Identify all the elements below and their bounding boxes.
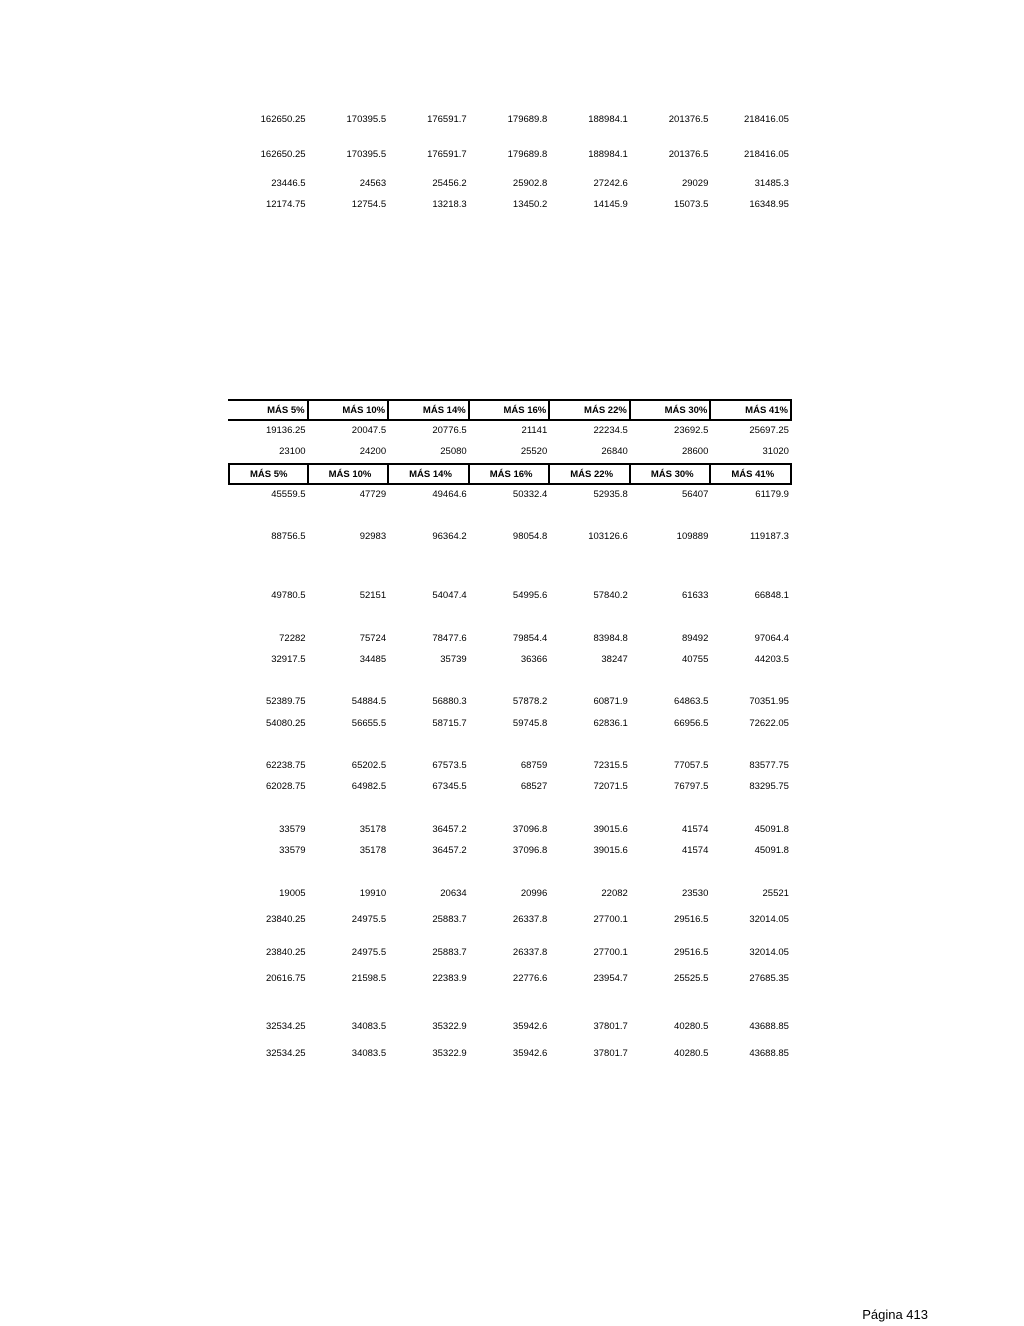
column-header: MÁS 41% (711, 463, 792, 485)
table-cell: 36366 (520, 654, 548, 665)
table-cell: 50332.4 (512, 489, 548, 500)
table-cell: 37801.7 (593, 1021, 628, 1032)
table-cell: 35178 (359, 845, 387, 856)
table-row (228, 945, 792, 961)
table-cell: 54047.4 (432, 590, 467, 601)
table-cell: 28600 (681, 446, 709, 457)
table-cell: 23840.25 (265, 947, 306, 958)
table-cell: 218416.05 (744, 114, 789, 125)
table-cell: 179689.8 (507, 149, 548, 160)
table-cell: 89492 (681, 633, 709, 644)
table-cell: 188984.1 (588, 114, 628, 125)
table-cell: 25883.7 (432, 914, 467, 925)
table-cell: 27700.1 (593, 947, 628, 958)
table-cell: 79854.4 (512, 633, 548, 644)
table-cell: 31485.3 (754, 178, 789, 189)
table-cell: 72622.05 (749, 718, 789, 729)
table-cell: 34083.5 (351, 1048, 387, 1059)
table-cell: 13218.3 (432, 199, 467, 210)
table-cell: 47729 (359, 489, 387, 500)
column-header: MÁS 22% (550, 399, 631, 421)
table-cell: 49464.6 (432, 489, 467, 500)
table-cell: 109889 (676, 531, 709, 542)
table-cell: 25520 (520, 446, 548, 457)
column-header: MÁS 10% (309, 463, 390, 485)
table-cell: 176591.7 (427, 149, 467, 160)
table-cell: 45559.5 (271, 489, 306, 500)
table-cell: 62836.1 (593, 718, 628, 729)
table-row (228, 716, 792, 732)
table-cell: 41574 (681, 824, 709, 835)
table-cell: 88756.5 (271, 531, 306, 542)
table-cell: 83984.8 (593, 633, 628, 644)
table-cell: 12754.5 (351, 199, 387, 210)
table-cell: 35942.6 (512, 1048, 548, 1059)
table-cell: 57878.2 (512, 696, 548, 707)
table-cell: 34083.5 (351, 1021, 387, 1032)
table-cell: 61179.9 (755, 489, 789, 500)
table-cell: 13450.2 (512, 199, 548, 210)
table-cell: 37096.8 (512, 845, 548, 856)
table-cell: 52935.8 (593, 489, 628, 500)
table-cell: 72315.5 (593, 760, 628, 771)
table-cell: 54995.6 (512, 590, 548, 601)
table-cell: 98054.8 (512, 531, 548, 542)
table-cell: 67573.5 (432, 760, 467, 771)
table-cell: 78477.6 (432, 633, 467, 644)
table-cell: 27685.35 (749, 973, 789, 984)
page-number: Página 413 (862, 1307, 928, 1322)
table-cell: 23840.25 (265, 914, 306, 925)
table-cell: 75724 (359, 633, 387, 644)
table-row (228, 423, 792, 439)
table-row (228, 652, 792, 668)
table-cell: 66848.1 (754, 590, 789, 601)
table-cell: 36457.2 (432, 824, 467, 835)
table-row (228, 147, 792, 163)
table-cell: 43688.85 (749, 1021, 789, 1032)
table-cell: 83295.75 (749, 781, 789, 792)
table-cell: 162650.25 (260, 114, 306, 125)
table-cell: 70351.95 (749, 696, 789, 707)
table-cell: 23446.5 (271, 178, 306, 189)
column-header: MÁS 5% (228, 399, 309, 421)
table-cell: 36457.2 (432, 845, 467, 856)
table-cell: 25883.7 (432, 947, 467, 958)
table-cell: 64863.5 (674, 696, 709, 707)
table-row (228, 631, 792, 647)
table-cell: 20616.75 (265, 973, 306, 984)
table-cell: 32917.5 (271, 654, 306, 665)
table-cell: 56655.5 (351, 718, 387, 729)
table-cell: 25525.5 (674, 973, 709, 984)
table-cell: 25080 (440, 446, 467, 457)
table-cell: 33579 (279, 845, 306, 856)
table-cell: 61633 (681, 590, 709, 601)
table-cell: 32014.05 (749, 914, 789, 925)
table-cell: 20047.5 (351, 425, 387, 436)
table-cell: 19136.25 (265, 425, 306, 436)
table-cell: 27242.6 (593, 178, 628, 189)
table-cell: 59745.8 (512, 718, 548, 729)
table-cell: 22383.9 (432, 973, 467, 984)
table-cell: 58715.7 (432, 718, 467, 729)
table-cell: 25456.2 (432, 178, 467, 189)
table-cell: 21141 (521, 425, 548, 436)
table-cell: 23954.7 (593, 973, 628, 984)
table-cell: 92983 (359, 531, 387, 542)
table-cell: 26337.8 (512, 947, 548, 958)
table-row (228, 1019, 792, 1035)
table-cell: 22234.5 (593, 425, 628, 436)
table-cell: 22776.6 (512, 973, 548, 984)
table-cell: 52389.75 (265, 696, 306, 707)
table-cell: 29516.5 (674, 914, 709, 925)
table-cell: 52151 (359, 590, 387, 601)
table-cell: 35322.9 (432, 1048, 467, 1059)
table-cell: 32534.25 (265, 1048, 306, 1059)
table-cell: 45091.8 (754, 824, 789, 835)
column-header: MÁS 16% (470, 399, 551, 421)
table-row (228, 843, 792, 859)
table-cell: 179689.8 (507, 114, 548, 125)
table-cell: 21598.5 (351, 973, 387, 984)
table-cell: 97064.4 (754, 633, 789, 644)
table-cell: 25902.8 (512, 178, 548, 189)
table-cell: 44203.5 (754, 654, 789, 665)
column-header-row (228, 463, 792, 485)
table-cell: 32014.05 (749, 947, 789, 958)
table-row (228, 529, 792, 545)
table-cell: 57840.2 (593, 590, 628, 601)
table-cell: 72282 (279, 633, 306, 644)
table-cell: 170395.5 (346, 114, 387, 125)
table-cell: 188984.1 (588, 149, 628, 160)
table-cell: 68527 (520, 781, 548, 792)
column-header: MÁS 16% (470, 463, 551, 485)
table-cell: 32534.25 (265, 1021, 306, 1032)
table-row (228, 588, 792, 604)
table-cell: 35942.6 (512, 1021, 548, 1032)
table-row (228, 444, 792, 460)
table-cell: 40280.5 (674, 1021, 709, 1032)
table-cell: 24975.5 (351, 914, 387, 925)
column-header: MÁS 30% (631, 463, 712, 485)
table-cell: 96364.2 (432, 531, 467, 542)
column-header: MÁS 14% (389, 399, 470, 421)
table-cell: 22082 (601, 888, 628, 899)
table-cell: 25697.25 (749, 425, 789, 436)
table-row (228, 694, 792, 710)
column-header: MÁS 22% (550, 463, 631, 485)
table-row (228, 197, 792, 213)
table-cell: 25521 (762, 888, 789, 899)
table-cell: 31020 (762, 446, 789, 457)
table-cell: 41574 (681, 845, 709, 856)
table-cell: 39015.6 (593, 824, 628, 835)
column-header: MÁS 14% (389, 463, 470, 485)
table-cell: 40280.5 (674, 1048, 709, 1059)
table-cell: 35178 (359, 824, 387, 835)
table-cell: 68759 (520, 760, 548, 771)
table-cell: 34485 (359, 654, 387, 665)
table-row (228, 912, 792, 928)
table-cell: 20996 (520, 888, 548, 899)
table-cell: 37096.8 (512, 824, 548, 835)
table-cell: 19005 (279, 888, 306, 899)
table-cell: 54080.25 (265, 718, 306, 729)
table-cell: 29516.5 (674, 947, 709, 958)
table-cell: 201376.5 (668, 149, 709, 160)
table-cell: 33579 (279, 824, 306, 835)
table-row (228, 758, 792, 774)
table-cell: 23692.5 (674, 425, 709, 436)
table-row (228, 112, 792, 128)
table-cell: 56407 (681, 489, 709, 500)
table-cell: 49780.5 (271, 590, 306, 601)
table-row (228, 822, 792, 838)
table-cell: 16348.95 (749, 199, 789, 210)
column-header-row (228, 399, 792, 421)
table-cell: 24975.5 (351, 947, 387, 958)
table-cell: 26840 (601, 446, 628, 457)
table-cell: 76797.5 (674, 781, 709, 792)
table-row (228, 779, 792, 795)
table-cell: 103126.6 (588, 531, 628, 542)
table-cell: 19910 (359, 888, 387, 899)
table-cell: 24200 (359, 446, 387, 457)
table-cell: 218416.05 (744, 149, 789, 160)
table-cell: 37801.7 (593, 1048, 628, 1059)
table-cell: 29029 (681, 178, 709, 189)
table-cell: 35322.9 (432, 1021, 467, 1032)
table-cell: 12174.75 (265, 199, 306, 210)
table-cell: 60871.9 (593, 696, 628, 707)
table-cell: 40755 (681, 654, 709, 665)
table-cell: 64982.5 (351, 781, 387, 792)
table-cell: 23530 (681, 888, 709, 899)
table-cell: 66956.5 (674, 718, 709, 729)
column-header: MÁS 41% (711, 399, 792, 421)
table-row (228, 886, 792, 902)
table-cell: 23100 (279, 446, 306, 457)
table-cell: 201376.5 (668, 114, 709, 125)
table-cell: 20634 (440, 888, 467, 899)
table-cell: 35739 (440, 654, 467, 665)
table-cell: 38247 (601, 654, 628, 665)
table-cell: 77057.5 (674, 760, 709, 771)
table-row (228, 971, 792, 987)
table-cell: 39015.6 (593, 845, 628, 856)
table-cell: 119187.3 (750, 531, 789, 542)
table-cell: 24563 (359, 178, 387, 189)
table-cell: 65202.5 (351, 760, 387, 771)
table-cell: 43688.85 (749, 1048, 789, 1059)
table-cell: 83577.75 (749, 760, 789, 771)
table-cell: 176591.7 (427, 114, 467, 125)
column-header: MÁS 30% (631, 399, 712, 421)
table-cell: 26337.8 (512, 914, 548, 925)
table-cell: 72071.5 (593, 781, 628, 792)
table-cell: 54884.5 (351, 696, 387, 707)
table-cell: 20776.5 (432, 425, 467, 436)
table-cell: 62028.75 (265, 781, 306, 792)
table-cell: 62238.75 (265, 760, 306, 771)
table-cell: 170395.5 (346, 149, 387, 160)
table-cell: 27700.1 (593, 914, 628, 925)
table-cell: 56880.3 (432, 696, 467, 707)
table-row (228, 176, 792, 192)
column-header: MÁS 10% (309, 399, 390, 421)
column-header: MÁS 5% (228, 463, 309, 485)
table-cell: 67345.5 (432, 781, 467, 792)
table-row (228, 487, 792, 503)
table-cell: 162650.25 (260, 149, 306, 160)
table-cell: 15073.5 (674, 199, 709, 210)
table-cell: 45091.8 (754, 845, 789, 856)
table-cell: 14145.9 (593, 199, 628, 210)
table-row (228, 1046, 792, 1062)
